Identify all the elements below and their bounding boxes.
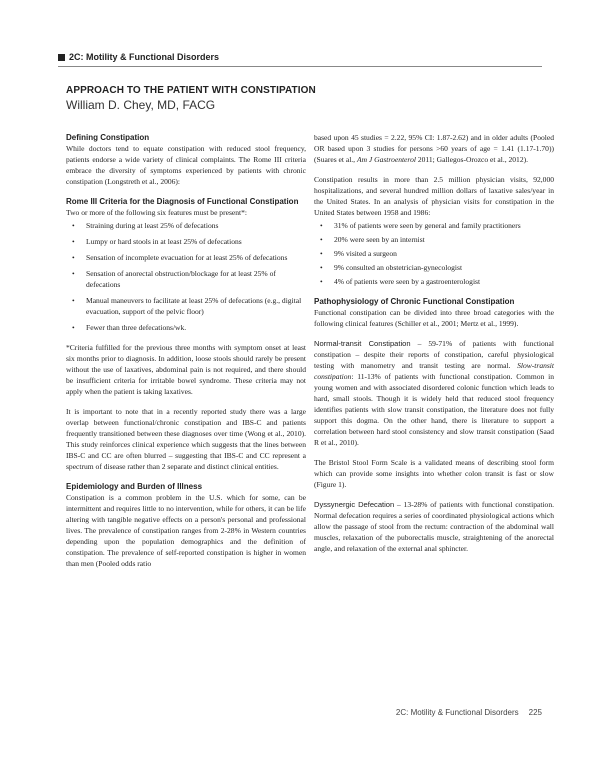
section-square-icon <box>58 54 65 61</box>
section-label: 2C: Motility & Functional Disorders <box>69 52 220 62</box>
page-footer <box>396 708 542 717</box>
normal-transit-label: Normal-transit Constipation <box>314 339 411 348</box>
rome-criteria-list <box>66 220 306 333</box>
footer-section: 2C: Motility & Functional Disorders <box>395 708 519 717</box>
slow-transit-label: Slow-transit constipation <box>314 361 554 381</box>
bullet-icon: • <box>320 249 323 258</box>
criteria-note: *Criteria fulfilled for the previous three months with symptom onset at least six months prior to diagnosis. In addition, loose stools should rarely be present without the use of laxatives, abdominal pain is not required, and there should be insufficient criteria for irritable bowel syndrome. These criteria may not apply when the patient is taking laxatives. <box>66 343 306 396</box>
bullet-icon: • <box>72 221 75 230</box>
bullet-icon: • <box>320 221 323 230</box>
normal-transit-paragraph: Normal-transit Constipation – 59-71% of patients with functional constipation – despite their reports of constipation, careful physiological testing with manometry and transit testing are normal. Slow-transit constipation: 11-13% of patients with functional constipation. Common in young women and with associated disordered colonic function which leads to hard, small stools. Though it is widely held that reduced stool frequency identifies patients with slow transit constipation, the literature does not fully support this dogma. On the other hand, there is literature to support a correlation between hard stool consistency and slow transit constipation (Saad R et al., 2010). <box>314 339 555 447</box>
physician-visits-list <box>314 220 554 287</box>
epidemiology-heading: Epidemiology and Burden of Illness <box>66 482 203 491</box>
list-item: • Straining during at least 25% of defecations <box>72 221 219 230</box>
list-item: • 4% of patients were seen by a gastroenterologist <box>320 277 481 286</box>
page-number: 225 <box>528 708 542 717</box>
bullet-icon: • <box>320 235 323 244</box>
list-item: • Sensation of anorectal obstruction/blockage for at least 25% of defecations <box>72 269 276 289</box>
header-rule <box>58 66 542 67</box>
list-item: • Manual maneuvers to facilitate at least 25% of defecations (e.g., digital evacuation, support of the pelvic floor) <box>72 296 302 316</box>
bullet-icon: • <box>72 296 75 305</box>
bullet-icon: • <box>320 277 323 286</box>
bullet-icon: • <box>72 269 75 278</box>
epidemiology-paragraph: Constipation is a common problem in the U.S. which for some, can be intermittent and requires little to no intervention, while for others, it can be life altering with tangible negative effects on a person's personal and professional lives. The prevalence of constipation ranges from 2-28% in Western countries depending upon the population demographics and the definition of constipation. The prevalence of self-reported constipation is higher in women than men (Pooled odds ratio <box>66 493 306 568</box>
rome-heading: Rome III Criteria for the Diagnosis of Functional Constipation <box>66 197 299 206</box>
bullet-icon: • <box>72 253 75 262</box>
bullet-icon: • <box>72 323 75 332</box>
list-item: • Fewer than three defecations/wk. <box>72 323 187 332</box>
list-item: • Lumpy or hard stools in at least 25% of defecations <box>72 237 242 246</box>
article-author: William D. Chey, MD, FACG <box>66 98 216 112</box>
bullet-icon: • <box>320 263 323 272</box>
rome-intro: Two or more of the following six features must be present*: <box>66 208 247 217</box>
dyssynergic-paragraph: Dyssynergic Defecation – 13-28% of patients with functional constipation. Normal defecation requires a series of coordinated physiological actions which allow the passage of stool from the rectum: contraction of the abdominal wall muscles, relaxation of the puborectalis muscle, straightening of the anorectal angle, and relaxation of the external anal sphincter. <box>314 500 554 553</box>
pathophysiology-paragraph: Functional constipation can be divided into three broad categories with the following clinical features (Schiller et al., 2001; Mertz et al., 1999). <box>314 308 554 328</box>
bristol-paragraph: The Bristol Stool Form Scale is a validated means of describing stool form which can provide some insights into whether colon transit is fast or slow (Figure 1). <box>314 458 554 489</box>
physician-visits-paragraph: Constipation results in more than 2.5 million physician visits, 92,000 hospitalizations, and several hundred million dollars of laxative sales/year in the United States. In an analysis of physician visits for constipation in the United States between 1958 and 1986: <box>314 175 554 217</box>
right-column <box>314 132 554 563</box>
epidemiology-continued: based upon 45 studies = 2.22, 95% CI: 1.87-2.62) and in older adults (Pooled OR based upon 3 studies for persons >60 years of age = 1.41 (1.17-1.70)) (Suares et al., Am J Gastroenterol 2011; Gallegos-Orozco et al., 2012). <box>314 133 554 164</box>
article-title: APPROACH TO THE PATIENT WITH CONSTIPATION <box>66 85 316 96</box>
left-column <box>66 132 306 578</box>
overlap-paragraph: It is important to note that in a recently reported study there was a large overlap between functional/chronic constipation and IBS-C and patients frequently transitioned between these diagnoses over time (Wong et al., 2010). This study reinforces clinical experience which suggests that the lines between IBS-C and CC are often blurred – suggesting that IBS-C and CC represent a spectrum of disease rather than 2 separate and distinct clinical entities. <box>66 407 306 471</box>
bullet-icon: • <box>72 237 75 246</box>
list-item: • 9% visited a surgeon <box>320 249 397 258</box>
pathophysiology-heading: Pathophysiology of Chronic Functional Constipation <box>314 297 515 306</box>
list-item: • 31% of patients were seen by general and family practitioners <box>320 221 521 230</box>
list-item: • Sensation of incomplete evacuation for at least 25% of defecations <box>72 253 288 262</box>
dyssynergic-label: Dyssynergic Defecation <box>314 500 395 509</box>
defining-heading: Defining Constipation <box>66 133 150 142</box>
section-header <box>58 52 219 62</box>
journal-name: Am J Gastroenterol <box>356 155 416 164</box>
defining-paragraph: While doctors tend to equate constipation with reduced stool frequency, patients endorse a wide variety of clinical complaints. The Rome III criteria embrace the diversity of symptoms experienced by patients with chronic constipation (Longstreth et al., 2006): <box>66 144 306 186</box>
list-item: • 9% consulted an obstetrician-gynecologist <box>320 263 463 272</box>
list-item: • 20% were seen by an internist <box>320 235 425 244</box>
